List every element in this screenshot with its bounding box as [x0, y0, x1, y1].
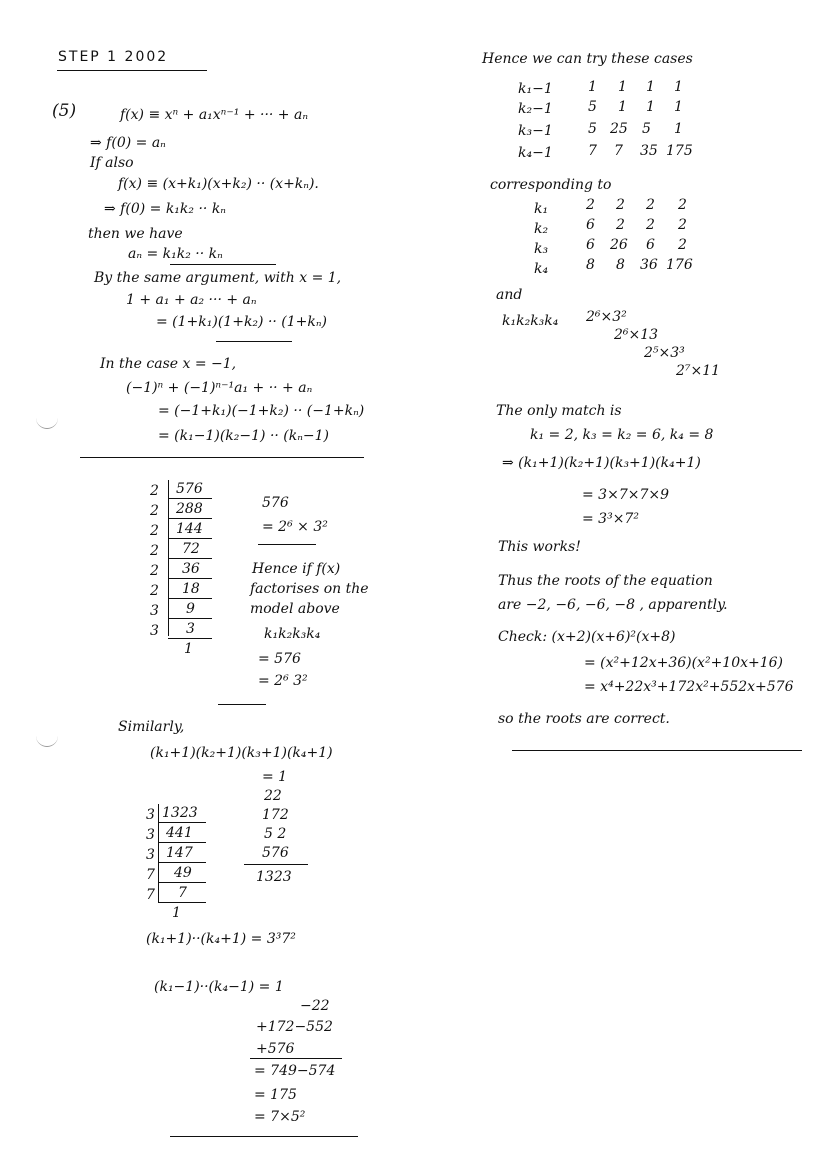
product-value: 2⁶×13 [614, 327, 659, 343]
line-product: = (1+k₁)(1+k₂) ·· (1+kₙ) [156, 314, 328, 330]
check-expansion: = (x²+12x+36)(x²+10x+16) [584, 655, 784, 671]
sum-line: 576 [262, 845, 289, 861]
note-hence-3: model above [250, 601, 340, 617]
section-divider [80, 457, 364, 458]
punch-hole [36, 730, 58, 747]
minus-step: = 7×5² [254, 1109, 306, 1125]
note-product: k₁k₂k₃k₄ [264, 626, 321, 642]
line-factorised: f(x) ≡ (x+k₁)(x+k₂) ·· (x+kₙ). [118, 176, 319, 192]
sum-line: 22 [264, 788, 282, 804]
note-hence-1: Hence if f(x) [252, 561, 341, 577]
line-neg-product: = (−1+k₁)(−1+k₂) ·· (−1+kₙ) [158, 403, 365, 419]
sum-total: 1323 [256, 869, 292, 885]
line-f0-k: ⇒ f(0) = k₁k₂ ·· kₙ [104, 201, 226, 217]
note-product-value: = 576 [258, 651, 301, 667]
sum-line: 172 [262, 807, 289, 823]
underline [216, 341, 292, 342]
product-value: 2⁶×3² [586, 309, 627, 325]
check-polynomial: = x⁴+22x³+172x²+552x+576 [584, 679, 794, 695]
underline [170, 264, 276, 265]
line-an: aₙ = k₁k₂ ·· kₙ [128, 246, 223, 262]
minus-product: (k₁−1)··(k₄−1) = 1 [154, 979, 284, 995]
check-line: Check: (x+2)(x+6)²(x+8) [498, 629, 676, 645]
line-if-also: If also [90, 155, 134, 171]
only-match-label: The only match is [496, 403, 622, 419]
page-header: STEP 1 2002 [58, 49, 169, 65]
implies-product: ⇒ (k₁+1)(k₂+1)(k₃+1)(k₄+1) [502, 455, 701, 471]
match-values: k₁ = 2, k₃ = k₂ = 6, k₄ = 8 [530, 427, 714, 443]
sum-line: = 1 [262, 769, 288, 785]
implies-factors: = 3³×7² [582, 511, 639, 527]
similarly-product: (k₁+1)(k₂+1)(k₃+1)(k₄+1) [150, 745, 333, 761]
note-576: 576 [262, 495, 289, 511]
minus-step: = 175 [254, 1087, 297, 1103]
underline [218, 704, 266, 705]
similarly-label: Similarly, [118, 719, 185, 735]
minus-step: −22 [300, 998, 330, 1014]
section-divider [512, 750, 802, 751]
and-label: and [496, 287, 523, 303]
line-case: In the case x = −1, [100, 356, 237, 372]
roots-statement: Thus the roots of the equation [498, 573, 713, 589]
corresponding-label: corresponding to [490, 177, 612, 193]
punch-hole [36, 412, 58, 429]
section-divider [170, 1136, 358, 1137]
product-value: 2⁷×11 [676, 363, 721, 379]
implies-value: = 3×7×7×9 [582, 487, 670, 503]
minus-step: +576 [256, 1041, 295, 1057]
header-underline [57, 70, 207, 71]
similarly-result: (k₁+1)··(k₄+1) = 3³7² [146, 931, 296, 947]
line-f0: ⇒ f(0) = aₙ [90, 135, 166, 151]
minus-rule [250, 1058, 342, 1059]
line-sum: 1 + a₁ + a₂ ··· + aₙ [126, 292, 257, 308]
sum-rule [244, 864, 308, 865]
roots-values: are −2, −6, −6, −8 , apparently. [498, 597, 728, 613]
question-label: (5) [52, 101, 77, 121]
product-label: k₁k₂k₃k₄ [502, 313, 559, 329]
line-fx: f(x) ≡ xⁿ + a₁xⁿ⁻¹ + ··· + aₙ [120, 107, 308, 123]
product-value: 2⁵×3³ [644, 345, 685, 361]
minus-step: = 749−574 [254, 1063, 336, 1079]
this-works: This works! [498, 539, 581, 555]
line-then: then we have [88, 226, 183, 242]
line-neg-product2: = (k₁−1)(k₂−1) ·· (kₙ−1) [158, 428, 330, 444]
note-576-factorised: = 2⁶ × 3² [262, 519, 328, 535]
line-same-argument: By the same argument, with x = 1, [94, 270, 342, 286]
underline [258, 544, 316, 545]
note-product-factors: = 2⁶ 3² [258, 673, 308, 689]
minus-step: +172−552 [256, 1019, 333, 1035]
sum-line: 5 2 [264, 826, 287, 842]
roots-correct: so the roots are correct. [498, 711, 670, 727]
line-neg-sum: (−1)ⁿ + (−1)ⁿ⁻¹a₁ + ·· + aₙ [126, 380, 313, 396]
cases-intro: Hence we can try these cases [482, 51, 693, 67]
note-hence-2: factorises on the [250, 581, 369, 597]
